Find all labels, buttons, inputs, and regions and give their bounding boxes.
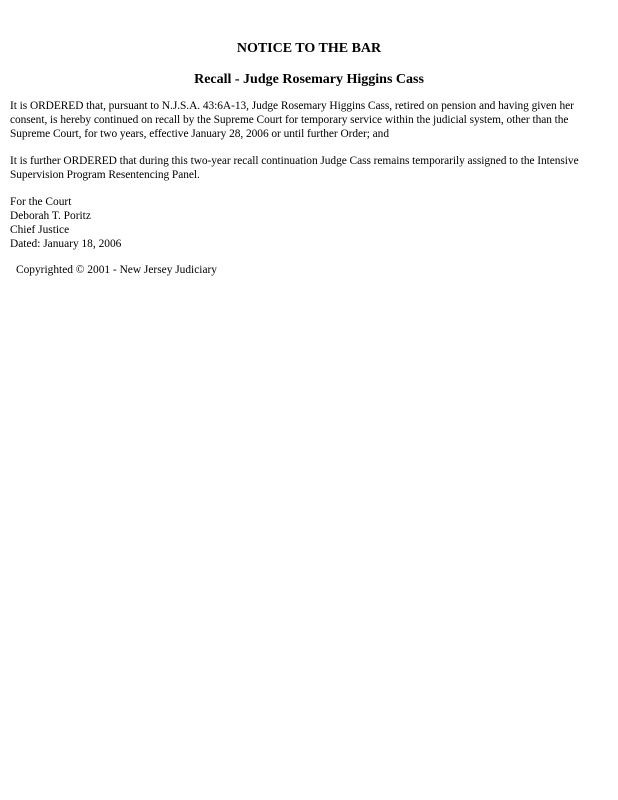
signature-for-the-court: For the Court — [10, 196, 72, 208]
signature-block — [10, 195, 608, 251]
notice-subtitle: Recall - Judge Rosemary Higgins Cass — [194, 72, 424, 87]
signature-title: Chief Justice — [10, 224, 70, 236]
page-title: NOTICE TO THE BAR — [236, 41, 382, 56]
order-paragraph-2: It is further ORDERED that during this two-year recall continuation Judge Cass remains temporarily assigned to the Intensive Supervision Program Resentencing Panel. — [10, 155, 579, 181]
signature-date: Dated: January 18, 2006 — [10, 238, 122, 250]
signature-name: Deborah T. Poritz — [10, 210, 91, 222]
order-paragraph-1: It is ORDERED that, pursuant to N.J.S.A. 43:6A-13, Judge Rosemary Higgins Cass, retired on pension and having given her consent, is hereby continued on recall by the Supreme Court for temporary service within the judicial system, other than the Supreme Court, for two years, effective January 28, 2006 or until further Order; and — [10, 100, 574, 140]
copyright-notice: Copyrighted © 2001 - New Jersey Judiciary — [16, 264, 217, 276]
